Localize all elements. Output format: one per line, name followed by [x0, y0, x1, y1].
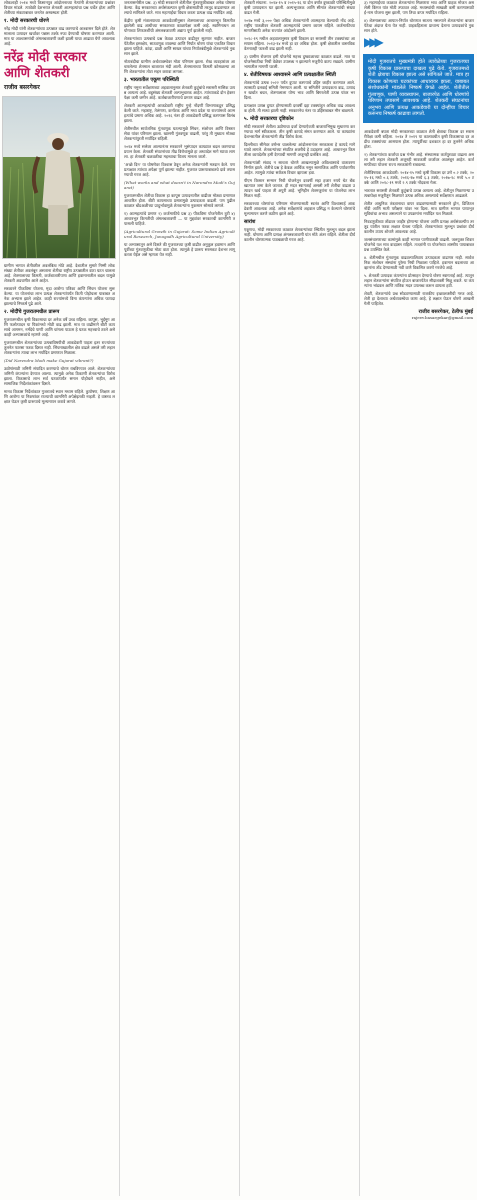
- article-paragraph: शेतीत आधुनिक तंत्रज्ञानाचा वापर वाढवण्यासाठी सरकारने ड्रोन, डिजिटल नोंदी आणि माती परीक्षण यांवर भर दिला. मात्र ग्रामीण भागात पायाभूत सुविधांचा अभाव असल्याने या उपक्रमांना मर्यादित यश मिळाले.: [364, 200, 474, 216]
- author-signature: राजीव बसरगेकर, टेलीफ मुंबई: [418, 308, 473, 315]
- author-email[interactable]: rajeev.basargekar@gmail.com: [411, 314, 473, 320]
- pull-quote-text: मोदी गुजरातचे मुख्यमंत्री होते त्यावेळेच्या गुजरातच्या कृषी विकास प्रारूपाचा दाखला पुढे येतो. गुजरातमध्ये शेती क्षेत्राचा विकास झाला असे सांगितले जाते. मात्र हा विकास कोणत्या घटकांच्या आधारावर झाला, याबाबत संशोधकांनी मांडलेले निष्कर्ष वेगळे आहेत. शेतीतील गुंतवणूक, पाणी व्यवस्थापन, बाजारपेठ आणि धोरणांचे परिणाम तपासणे आवश्यक आहे. शेतकरी संघटनांचा अनुभव आणि प्रत्यक्ष आकडेवारी या दोन्हींचा विचार करूनच निष्कर्ष काढावा लागतो.: [368, 59, 469, 117]
- article-paragraph: २०१८-१९ मधील अहवालानुसार कृषी विकास दर सरासरी तीन टक्क्यांच्या आसपास राहिला. २०१३-१४ मध्ये हा दर अधिक होता. कृषी क्षेत्रातील वास्तविक वेतनातही फारशी वाढ झाली नाही.: [244, 36, 355, 51]
- section-heading: ३. भारतातील एकूण परिस्थिती: [124, 77, 179, 83]
- article-paragraph: ३) महागाईच्या काळात शेतकऱ्यांना मिळणारा भाव आणि ग्राहक मोजत असलेली किंमत यांत मोठी तफावत आहे. मध्यस्थांची साखळी कमी करण्यासाठी ई-नाम योजना सुरू झाली, पण तिचा वापर मर्यादित राहिला.: [364, 0, 474, 15]
- article-paragraph: शेतकऱ्यांचे उत्पन्न २०२२ पर्यंत दुप्पट करण्याचे उद्दिष्ट जाहीर करण्यात आले. त्यासाठी दलवाई समिती नेमण्यात आली. या समितीने उत्पादकता वाढ, उत्पादन खर्चात बचत, शेतमालाला योग्य भाव आणि बिगरशेती उत्पन्न यांवर भर दिला.: [244, 80, 355, 100]
- field-image: [3, 97, 115, 258]
- article-paragraph: २०१४ मध्ये सत्तेवर आल्यानंतर सरकारने भूसंपादन कायद्यात बदल करण्याचा प्रयत्न केला. शेतकरी संघटनांच्या तीव्र विरोधामुळे हा अध्यादेश मागे घ्यावा लागला. हा शेतकरी चळवळीचा महत्त्वाचा विजय मानला जातो.: [124, 144, 235, 159]
- column-2: [120, 0, 238, 1200]
- article-paragraph: जनतासमोरील प्रश्न. ३) मोदी सरकारने शेतीतील गुंतवणुकीबाबत अनेक घोषणा केल्या. केंद्र सरकारच्या अर्थसंकल्पात कृषी क्षेत्रासाठीची तरतूद वाढवण्यात आल्याचे सांगितले जाते. मात्र महागाईचा विचार करता प्रत्यक्ष वाढ मर्यादित आहे.: [124, 0, 235, 15]
- article-paragraph: ५. शेतकरी उत्पादक कंपन्यांना प्रोत्साहन देण्याचे धोरण स्वागतार्ह आहे. त्यातून लहान शेतकऱ्यांना संघटित होऊन बाजारपेठेत सौदाशक्ती मिळू शकते. या कंपन्यांना भांडवल आणि तांत्रिक मदत उपलब्ध करून द्यायला हवी.: [364, 272, 474, 288]
- article-paragraph: पीएम किसान सन्मान निधी योजनेतून दरवर्षी सहा हजार रुपये थेट बँक खात्यात जमा केले जातात. ही मदत स्वागतार्ह असली तरी शेतीचा वाढता उत्पादन खर्च पाहता ती अपुरी आहे. भूमिहीन शेतमजुरांना या योजनेचा लाभ मिळत नाही.: [244, 178, 355, 198]
- section-heading: ५. मोदी सरकारचा दृष्टिकोन: [244, 116, 294, 122]
- reference-title: (Did Narendra Modi make Gujarat vibrant?): [4, 358, 94, 363]
- article-paragraph: गुजरातमधील कृषी विकासाचा दर अनेक वर्षे उच्च राहिला. कापूस, भुईमूग आणि फलोत्पादन या पिकांमध्ये मोठी वाढ झाली. मात्र या वाढीमागे बीटी कापसाचे आगमन, नर्मदेचे पाणी आणि चांगला पाऊस हे घटक महत्त्वाचे ठरले असे काही अभ्यासकांचे म्हणणे आहे.: [4, 317, 115, 337]
- article-paragraph: १) आत्महत्यांचे प्रमाण २) कर्जमाफीचे प्रश्न ३) पीकविमा योजनेतील त्रुटी ४) आधारभूत किमतीची अंमलबजावणी — या मुद्द्यांवर सरकारची कामगिरी तपासली पाहिजे.: [124, 211, 235, 226]
- article-paragraph: मानव विकास निर्देशांकात गुजरातचे स्थान मध्यम राहिले. कुपोषण, शिक्षण आणि आरोग्य या निकषांवर राज्याची कामगिरी अपेक्षेइतकी नव्हती. हे वास्तव लक्षात घेऊन कृषी प्रारूपाचे मूल्यमापन करावे लागते.: [4, 389, 115, 404]
- article-paragraph: या अभ्यासातून असे दिसते की गुजरातच्या कृषी वाढीत अनुकूल हवामान आणि पूर्वीच्या गुंतवणुकीचा मोठा वाटा होता. त्यामुळे हे प्रारूप सरसकट देशभर लागू करता येईल असे म्हणता येत नाही.: [124, 242, 235, 257]
- article-paragraph: शेतकऱ्यांच्या उत्पन्नाचे प्रश्न केवळ उत्पादन वाढीतून सुटणार नाहीत. बाजारपेठेतील हस्तक्षेप, साठवणूक व्यवस्था आणि निर्यात धोरण यांचा एकत्रित विचार झाला पाहिजे. कांदा, डाळी आणि साखर यांच्या निर्यातबंदीमुळे शेतकऱ्यांचे नुकसान झाले.: [124, 36, 235, 56]
- article-paragraph: २०१७ मध्ये ३,००० पेक्षा अधिक शेतकऱ्यांनी आत्महत्या केल्याची नोंद आहे. राष्ट्रीय पातळीवर शेतकरी आत्महत्यांचे प्रमाण कायम राहिले. कर्जमाफीच्या मागणीसाठी अनेक राज्यांत आंदोलने झाली.: [244, 18, 355, 33]
- article-paragraph: शेतीमधील सार्वजनिक गुंतवणूक घटल्यामुळे सिंचन, संशोधन आणि विस्तार सेवा यांवर परिणाम झाला. खासगी गुंतवणूक वाढली, परंतु ती मुख्यतः मोठ्या शेतकऱ्यांपुरती मर्यादित राहिली.: [124, 126, 235, 141]
- article-paragraph: भारतात सरासरी शेतकरी कुटुंबाचे उत्पन्न अत्यल्प आहे. शेतीतून मिळणाऱ्या उत्पन्नापेक्षा मजुरीतून मिळणारे उत्पन्न अधिक असल्याचे सर्वेक्षणात आढळले.: [364, 187, 474, 198]
- article-paragraph: गुजरातमधील शेतीचा विकास हा कापूस उत्पादनातील वाढीवर मोठ्या प्रमाणात आधारित होता. बीटी कापसाच्या प्रसारामुळे उत्पादकता वाढली. पण पुढील काळात बोंडअळीच्या प्रादुर्भावामुळे शेतकऱ्यांना नुकसान सोसावे लागले.: [124, 193, 235, 208]
- pull-quote-box: [363, 54, 474, 123]
- column-3: [240, 0, 358, 1200]
- article-paragraph: नरेंद्र मोदी यांनी शेतकऱ्यांच्या उत्पन्नात वाढ करण्याचे आश्वासन दिले होते. शेतमालाला उत्पादन खर्चावर पन्नास टक्के नफा देण्याची घोषणा करण्यात आली. मात्र या आश्वासनांची अंमलबजावणी कशी झाली याचा आढावा घेणे आवश्यक आहे.: [4, 26, 115, 46]
- article-paragraph: शेवटी, शेतकऱ्यांचे प्रश्न सोडवण्यासाठी राजकीय इच्छाशक्तीची गरज आहे. शेती हा देशाच्या अर्थव्यवस्थेचा कणा आहे, हे लक्षात घेऊन धोरणे आखली गेली पाहिजेत.: [364, 290, 474, 306]
- article-paragraph: शेतकरी संघटना. २०१४-१५ व २०१५-१६ या दोन वर्षांत दुष्काळी परिस्थितीमुळे कृषी उत्पादनात घट झाली. अल्पभूधारक आणि सीमांत शेतकऱ्यांची संख्या वाढत गेली.: [244, 0, 355, 15]
- section-heading: २. मोदींचे गुजरातमधील प्रारूप: [4, 309, 60, 315]
- article-paragraph: एकूणच, मोदी सरकारच्या काळात शेतकऱ्यांच्या स्थितीत मूलभूत बदल झाला नाही. घोषणा आणि प्रत्यक्ष अंमलबजावणी यांत मोठे अंतर राहिले. शेतीला दीर्घकालीन धोरणात्मक पाठबळाची गरज आहे.: [244, 227, 355, 242]
- column-4: [360, 0, 477, 1200]
- article-paragraph: २) शेतकऱ्यांच्या कर्जाचा प्रश्न गंभीर आहे. संस्थात्मक कर्जपुरवठा वाढला असला तरी लहान शेतकरी अजूनही सावकारी कर्जावर अवलंबून आहेत. कर्जमाफीच्या योजना राज्य सरकारांनी राबवल्या.: [364, 151, 474, 167]
- author-byline: राजीव बसरगेकर: [4, 84, 40, 91]
- section-heading: १. मोदी सरकारची धोरणे: [4, 18, 49, 24]
- article-paragraph: मोदी सरकारने शेतीला उद्योगाचा दर्जा देण्याऐवजी बाजाराभिमुख सुधारणा करण्याचा मार्ग स्वीकारला. तीन कृषी कायदे संमत करण्यात आले. या कायद्यांना देशभरातील शेतकऱ्यांनी तीव्र विरोध केला.: [244, 124, 355, 139]
- article-paragraph: ग्रामीण भागात शेतीवरील अवलंबित्व मोठे आहे. देशातील सुमारे निम्मी लोकसंख्या शेतीवर अवलंबून असताना शेतीचा राष्ट्रीय उत्पन्नातील वाटा घटत चालला आहे. शेतमालाच्या किमती, कर्जबाजारीपणा आणि हवामानातील बदल यामुळे शेतकरी अडचणीत आले आहेत.: [4, 263, 115, 283]
- article-paragraph: ३) ग्रामीण रोजगार हमी योजनेचे महत्त्व दुष्काळाच्या काळात वाढले. मात्र या योजनेसाठीचा निधी वेळेवर उपलब्ध न झाल्याने मजुरीचे वाटप रखडले. ग्रामीण भागातील मागणी घटली.: [244, 54, 355, 69]
- article-paragraph: शेतीविषयक आकडेवारी: २०१४-१५ मध्ये कृषी विकास दर उणे ०.२ टक्के, २०१५-१६ मध्ये ०.६ टक्के, २०१६-१७ मध्ये ६.३ टक्के, २०१७-१८ मध्ये ५.० टक्के आणि २०१८-१९ मध्ये २.९ टक्के नोंदवला गेला.: [364, 169, 474, 185]
- article-paragraph: केंद्रीय कृषी मंत्रालयाच्या आकडेवारीनुसार शेतमालाच्या आधारभूत किमतीत झालेली वाढ आधीच्या सरकारच्या काळापेक्षा कमी आहे. स्वामिनाथन आयोगाच्या शिफारशींची अंमलबजावणी अद्याप पूर्ण झालेली नाही.: [124, 18, 235, 33]
- article-paragraph: शेतकऱ्यांशी संवाद न साधता धोरणे आखल्यामुळे अविश्वासाचे वातावरण निर्माण झाले. शेतीचे प्रश्न हे केवळ आर्थिक नसून सामाजिक आणि पर्यावरणीय आहेत. त्यामुळे त्यांचा सर्वंकष विचार व्हायला हवा.: [244, 160, 355, 175]
- reference-title: (What works and what doesn't in Narendra Modi's Gujarat): [124, 180, 235, 190]
- article-paragraph: ४. शेतीमधील गुंतवणूक वाढवल्याशिवाय उत्पादकता वाढणार नाही. सार्वजनिक संशोधन संस्थांना पुरेसा निधी मिळाला पाहिजे. हवामान बदलाच्या आव्हानांना तोंड देण्यासाठी नवी वाणे विकसित करणे गरजेचे आहे.: [364, 254, 474, 270]
- reference-title: (Agricultural Growth in Gujarat: Some Indian Agricultural Research, Junagadh Agricultural University): [124, 229, 235, 239]
- article-paragraph: शेतकरी आत्महत्यांची आकडेवारी राष्ट्रीय गुन्हे नोंदणी विभागाकडून प्रसिद्ध केली जाते. महाराष्ट्र, तेलंगणा, कर्नाटक आणि मध्य प्रदेश या राज्यांमध्ये आत्महत्यांचे प्रमाण अधिक आहे. २०१६ नंतर ही आकडेवारी प्रसिद्ध करण्यास विलंब झाला.: [124, 103, 235, 123]
- article-title: नरेंद्र मोदी सरकार आणि शेतकरी: [4, 50, 87, 81]
- chevron-icon: ▶▶▶: [364, 35, 380, 49]
- column-1: [0, 0, 118, 1200]
- article-paragraph: प्रत्यक्षात उत्पन्न दुप्पट होण्यासाठी दरवर्षी दहा टक्क्यांहून अधिक वाढ आवश्यक होती. ती साध्य झाली नाही. सरकारनेच नंतर या उद्दिष्टाबाबत मौन बाळगले.: [244, 103, 355, 113]
- article-paragraph: उद्योगांसाठी जमिनी संपादित करण्याचे धोरण राबविण्यात आले. शेतकऱ्यांच्या जमिनी कंपन्यांना देण्यात आल्या. त्यामुळे अनेक ठिकाणी शेतकऱ्यांचा विरोध झाला. विकासाचे लाभ सर्व घटकांपर्यंत समान पोहोचले नाहीत, असे सामाजिक निर्देशांकांवरून दिसते.: [4, 366, 115, 386]
- article-paragraph: राष्ट्रीय नमुना सर्वेक्षणाच्या अहवालानुसार शेतकरी कुटुंबांचे सरासरी मासिक उत्पन्न अत्यल्प आहे. बहुसंख्य शेतकरी अल्पभूधारक आहेत. त्यांच्याकडे दोन हेक्टरपेक्षा कमी जमीन आहे. कर्जबाजारीपणाचे प्रमाण वाढत आहे.: [124, 85, 235, 100]
- section-heading: ४. शेतीविषयक आश्वासने आणि प्रत्यक्षातील स्थिती: [244, 72, 336, 78]
- article-paragraph: जलसंधारणाच्या कामांमुळे काही भागात पाणीपातळी वाढली. जलयुक्त शिवार योजनेचे यश मात्र वादग्रस्त राहिले. तज्ज्ञांनी या योजनेच्या शास्त्रीय पायाबाबत प्रश्न उपस्थित केले.: [364, 236, 474, 252]
- farmer-photo: [2, 96, 116, 259]
- article-paragraph: ‘अच्छे दिन’ या घोषणेवर विश्वास ठेवून अनेक शेतकऱ्यांनी मतदान केले. पण प्रत्यक्षात त्यांच्या अपेक्षा पूर्ण झाल्या नाहीत. गुजरात प्रारूपाबाबतचे दावे तपासण्याची गरज आहे.: [124, 162, 235, 177]
- article-paragraph: ४) शेतमालाच्या आयात-निर्यात धोरणात सातत्य नसल्याने शेतकऱ्यांना बाजारपेठेचा अंदाज घेता येत नाही. ग्राहकहिताला प्राधान्य देताना उत्पादकांचे नुकसान होते.: [364, 18, 474, 33]
- article-paragraph: सरकारने पीकविमा योजना, मृदा आरोग्य पत्रिका आणि सिंचन योजना सुरू केल्या. या योजनांचा लाभ प्रत्यक्ष शेतकऱ्यांपर्यंत किती पोहोचला याबाबत अनेक अभ्यास झाले आहेत. काही राज्यांमध्ये विमा कंपन्यांना अधिक फायदा झाल्याचे निष्कर्ष पुढे आले.: [4, 286, 115, 306]
- article-paragraph: निवडणुकीच्या तोंडावर जाहीर होणाऱ्या योजना आणि प्रत्यक्ष अर्थसंकल्पीय तरतूद यांतील फरक लक्षात घेतला पाहिजे. शेतकऱ्यांच्या मूलभूत प्रश्नांवर दीर्घकालीन उपाय शोधणे आवश्यक आहे.: [364, 218, 474, 234]
- article-paragraph: नोटाबंदीचा ग्रामीण अर्थव्यवस्थेवर मोठा परिणाम झाला. रोख व्यवहारांवर आधारलेल्या शेतमाल बाजारात मंदी आली. शेतमालाच्या किमती कोसळल्या आणि शेतकऱ्यांना तोटा सहन करावा लागला.: [124, 59, 235, 74]
- article-paragraph: लोकशाही २०१४ मध्ये किसानपुत्र आंदोलनाच्या नेत्यांनी शेतकऱ्यांच्या प्रश्नांवर विचार मांडले. त्यावेळी देशभरात शेतकरी आत्महत्यांचा प्रश्न चर्चेत होता आणि शेतीच्या संकटाबाबत जनतेत अस्वस्थता होती.: [4, 0, 115, 15]
- article-paragraph: आकडेवारी बघता मोदी सरकारच्या काळात शेती क्षेत्राचा विकास दर सरासरीपेक्षा कमी राहिला. २०१४ ते २०१९ या कालावधीत कृषी विकासाचा दर अडीच टक्क्यांच्या आसपास होता. त्यापूर्वीच्या दशकात हा दर तुलनेने अधिक होता.: [364, 128, 474, 149]
- article-paragraph: दिल्लीच्या सीमेवर वर्षभर चाललेल्या आंदोलनानंतर सरकारला हे कायदे मागे घ्यावे लागले. शेतकऱ्यांच्या संघटित शक्तीचे हे उदाहरण आहे. आधारभूत किमतीला कायदेशीर हमी देण्याची मागणी अजूनही प्रलंबित आहे.: [244, 142, 355, 157]
- article-paragraph: गुजरातमधील शेतकऱ्यांच्या उत्पन्नाविषयीची आकडेवारी पाहता इतर राज्यांच्या तुलनेत फारसा फरक दिसत नाही. सिंचनाखालील क्षेत्र वाढले असले तरी लहान शेतकऱ्यांना त्याचा लाभ मर्यादित प्रमाणात मिळाला.: [4, 340, 115, 355]
- article-paragraph: सरकारच्या धोरणांचा परिणाम मोजण्यासाठी स्वतंत्र आणि विश्वासार्ह आकडेवारी आवश्यक आहे. अनेक सर्वेक्षणांचे अहवाल प्रसिद्ध न केल्याने धोरणांचे मूल्यमापन करणे कठीण झाले आहे.: [244, 201, 355, 216]
- section-heading: सारांश: [244, 219, 256, 225]
